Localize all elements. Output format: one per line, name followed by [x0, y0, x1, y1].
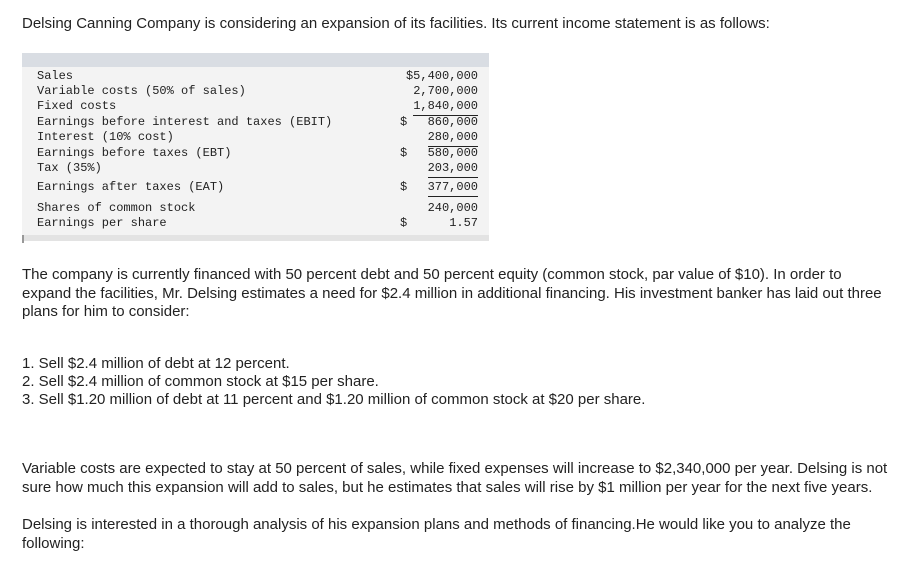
plan-item-1: 1. Sell $2.4 million of debt at 12 percent. — [22, 355, 290, 372]
row-label-eat: Earnings after taxes (EAT) — [37, 180, 225, 194]
row-value-ebt: 580,000 — [427, 146, 478, 160]
row-value-ebit: 860,000 — [427, 115, 478, 129]
income-statement-table — [22, 53, 489, 243]
analysis-request-paragraph: Delsing is interested in a thorough analysis of his expansion plans and methods of financing.He would like you to analyze the following: — [22, 516, 851, 552]
row-label-interest: Interest (10% cost) — [37, 130, 174, 144]
row-value-interest: 280,000 — [428, 130, 478, 147]
row-value-shares: 240,000 — [427, 201, 478, 215]
financing-paragraph: The company is currently financed with 50 percent debt and 50 percent equity (common stock, par value of $10). In order to expand the facilities, Mr. Delsing estimates a need for $2.4 million in additional financing. His investment banker has laid out three plans for him to consider: — [22, 266, 882, 320]
row-value-eps: 1.57 — [449, 216, 478, 230]
financing-plans-list — [22, 355, 892, 409]
row-label-variable-costs: Variable costs (50% of sales) — [37, 84, 246, 98]
row-label-sales: Sales — [37, 69, 74, 83]
plan-item-2: 2. Sell $2.4 million of common stock at $15 per share. — [22, 373, 379, 390]
row-label-ebit: Earnings before interest and taxes (EBIT) — [37, 115, 333, 129]
row-dollar-eat: $ — [400, 180, 408, 194]
row-label-ebt: Earnings before taxes (EBT) — [37, 146, 232, 160]
table-header-bar — [22, 53, 489, 67]
row-value-eat: 377,000 — [428, 180, 478, 197]
plan-item-3: 3. Sell $1.20 million of debt at 11 percent and $1.20 million of common stock at $20 per share. — [22, 391, 646, 408]
row-dollar-eps: $ — [400, 216, 408, 230]
variable-costs-paragraph: Variable costs are expected to stay at 50 percent of sales, while fixed expenses will increase to $2,340,000 per year. Delsing is not sure how much this expansion will add to sales, but he estimates that sales will rise by $1 million per year for the next five years. — [22, 460, 888, 496]
row-label-shares: Shares of common stock — [37, 201, 196, 215]
table-footer-bar — [22, 235, 489, 241]
row-label-eps: Earnings per share — [37, 216, 167, 230]
row-value-sales: $5,400,000 — [405, 69, 478, 83]
row-value-tax: 203,000 — [428, 161, 478, 178]
row-dollar-ebit: $ — [400, 115, 408, 129]
intro-paragraph: Delsing Canning Company is considering an expansion of its facilities. Its current income statement is as follows: — [22, 15, 770, 32]
row-dollar-ebt: $ — [400, 146, 408, 160]
table-corner-mark — [22, 235, 24, 243]
row-value-variable-costs: 2,700,000 — [413, 84, 478, 98]
row-label-fixed-costs: Fixed costs — [37, 99, 117, 113]
row-label-tax: Tax (35%) — [37, 161, 102, 175]
row-value-fixed-costs: 1,840,000 — [413, 99, 478, 116]
